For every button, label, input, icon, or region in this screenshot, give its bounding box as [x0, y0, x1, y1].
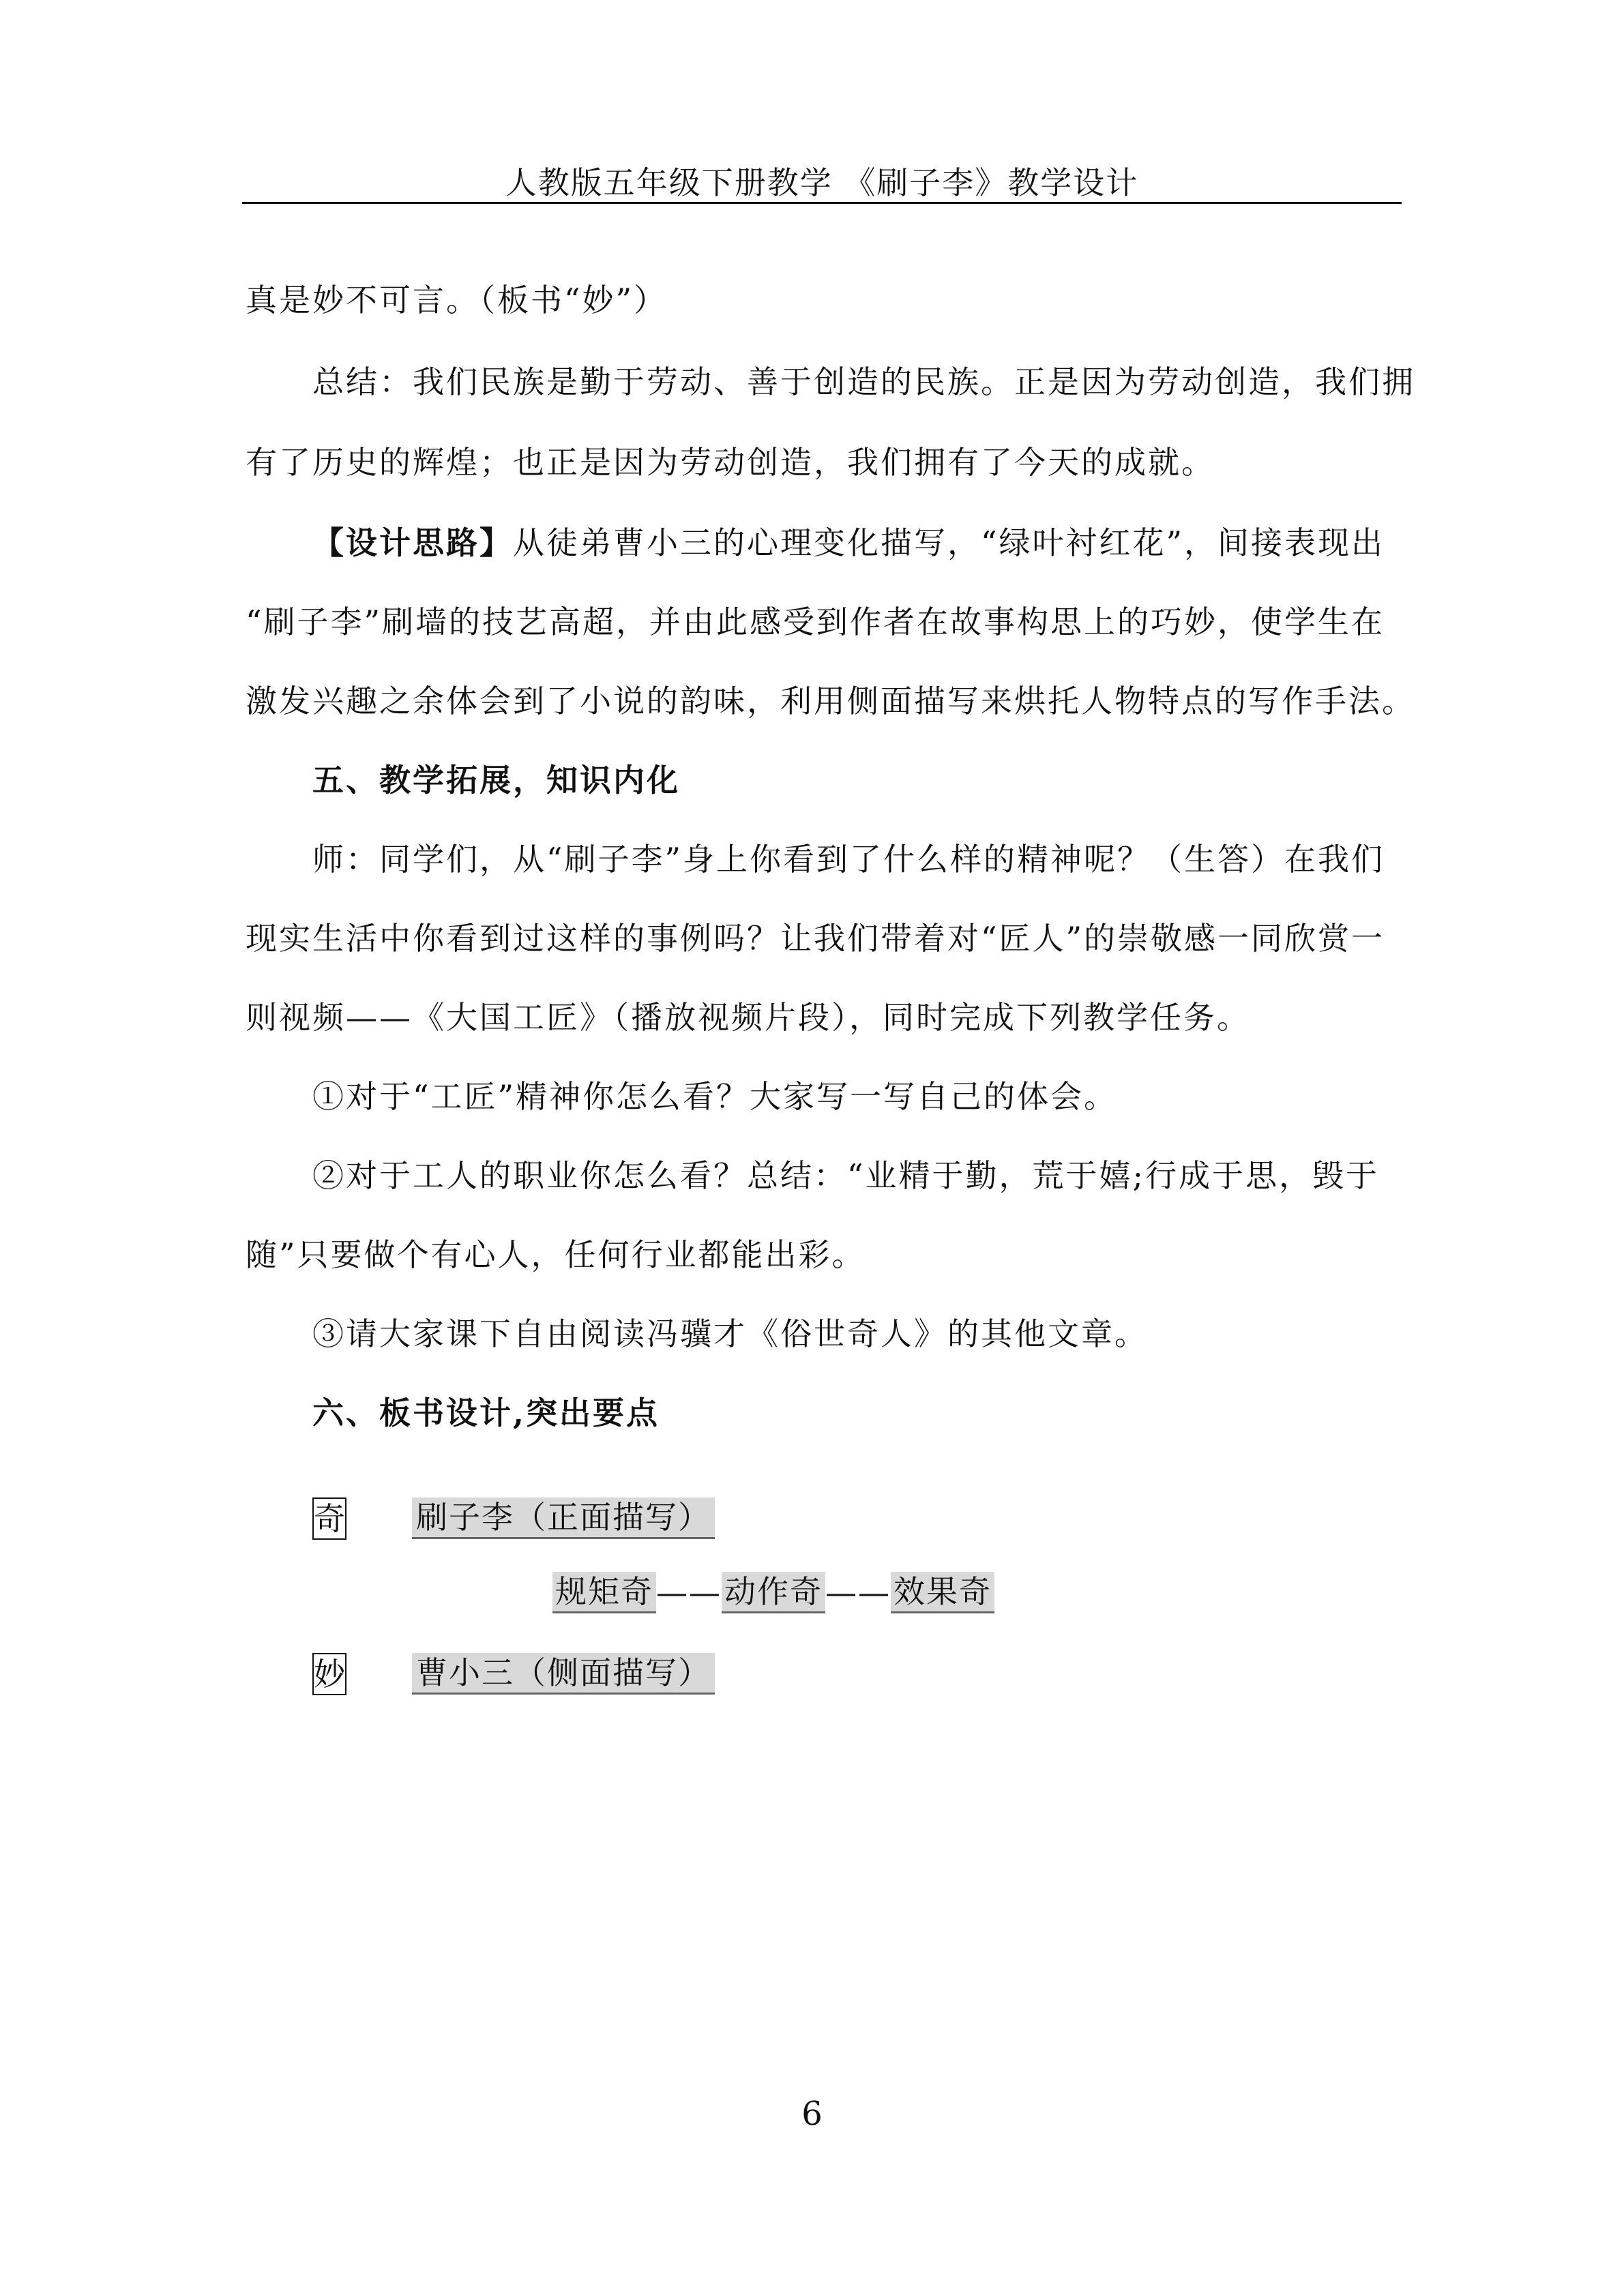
paragraph-line: 师：同学们，从“刷子李”身上你看到了什么样的精神呢？（生答）在我们	[312, 841, 1385, 878]
paragraph-line: 真是妙不可言。（板书“妙”）	[246, 282, 668, 318]
paragraph-line: 现实生活中你看到过这样的事例吗？让我们带着对“匠人”的崇敬感一同欣赏一	[246, 920, 1385, 957]
board-chain-item: 效果奇	[891, 1572, 994, 1613]
board-chain-separator: ——	[656, 1574, 722, 1611]
list-item: ①对于“工匠”精神你怎么看？大家写一写自己的体会。	[312, 1078, 1118, 1115]
board-chain-separator: ——	[825, 1574, 891, 1611]
paragraph-line: 激发兴趣之余体会到了小说的韵味，利用侧面描写来烘托人物特点的写作手法。	[246, 683, 1415, 719]
page-header-title: 人教版五年级下册教学 《刷子李》教学设计	[505, 164, 1139, 201]
section-heading-5: 五、教学拓展，知识内化	[312, 762, 680, 799]
paragraph-line: 总结：我们民族是勤于劳动、善于创造的民族。正是因为劳动创造，我们拥	[312, 363, 1415, 400]
board-chain-item: 规矩奇	[552, 1572, 656, 1613]
design-idea-text: 从徒弟曹小三的心理变化描写，“绿叶衬红花”，间接表现出	[513, 524, 1385, 561]
board-label-side-description: 曹小三（侧面描写）	[412, 1653, 715, 1695]
paragraph-line: “刷子李”刷墙的技艺高超，并由此感受到作者在故事构思上的巧妙，使学生在	[246, 603, 1385, 640]
section-heading-6: 六、板书设计,突出要点	[312, 1395, 660, 1431]
board-chain-item: 动作奇	[722, 1572, 825, 1613]
board-char-qi: 奇	[312, 1497, 346, 1540]
paragraph-line: 则视频——《大国工匠》（播放视频片段），同时完成下列教学任务。	[246, 999, 1250, 1036]
paragraph-line: 有了历史的辉煌；也正是因为劳动创造，我们拥有了今天的成就。	[246, 444, 1215, 481]
design-idea-tag: 【设计思路】	[312, 524, 513, 561]
list-item: ②对于工人的职业你怎么看？总结：“业精于勤，荒于嬉;行成于思，毁于	[312, 1157, 1380, 1194]
header-divider	[242, 202, 1402, 204]
board-char-miao: 妙	[312, 1653, 346, 1695]
page-number: 6	[801, 2095, 823, 2133]
board-chain	[552, 1572, 994, 1613]
list-item: ③请大家课下自由阅读冯骥才《俗世奇人》的其他文章。	[312, 1315, 1148, 1352]
list-item-continuation: 随”只要做个有心人，任何行业都能出彩。	[246, 1236, 866, 1273]
design-idea-line	[312, 522, 1385, 563]
board-label-front-description: 刷子李（正面描写）	[412, 1497, 715, 1539]
